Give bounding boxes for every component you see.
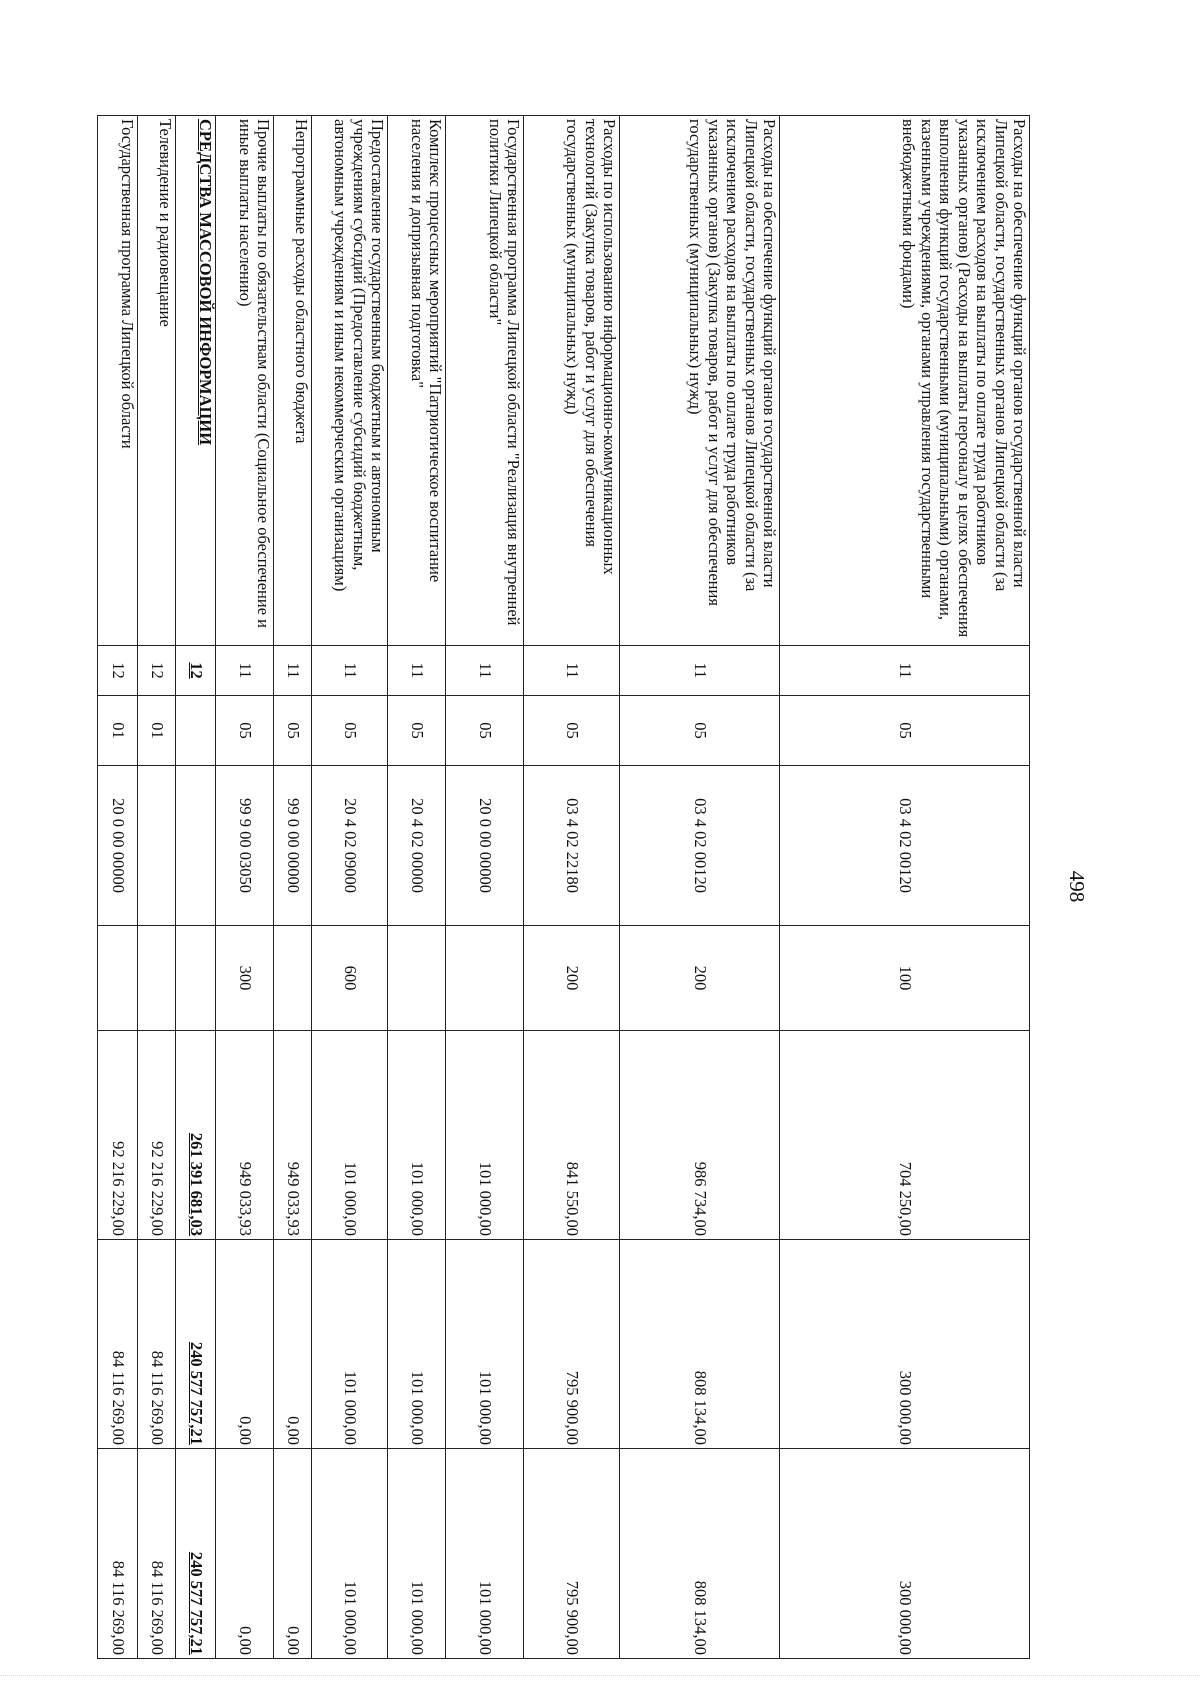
row-sum-year2: 84 116 269,00 xyxy=(138,1240,176,1449)
row-expense-type xyxy=(138,926,176,1031)
scan-edge xyxy=(0,1675,1200,1680)
row-sum-year3: 101 000,00 xyxy=(446,1449,524,1659)
row-section: 11 xyxy=(388,646,446,696)
table-row xyxy=(780,116,1030,1659)
row-sum-year2: 240 577 757,21 xyxy=(176,1240,216,1449)
row-name: Расходы по использованию информационно-коммуникационных технологий (Закупка товаров, работ и услуг для обеспечения государственных (муниципальных) нужд) xyxy=(524,116,620,646)
row-sum-year2: 0,00 xyxy=(216,1240,274,1449)
row-sum-year2: 101 000,00 xyxy=(446,1240,524,1449)
row-subsection: 01 xyxy=(138,696,176,766)
row-section: 11 xyxy=(216,646,274,696)
row-target-article: 20 0 00 00000 xyxy=(98,766,138,926)
row-sum-year3: 300 000,00 xyxy=(780,1449,1030,1659)
row-expense-type xyxy=(446,926,524,1031)
row-sum-year3: 808 134,00 xyxy=(620,1449,780,1659)
table-row xyxy=(274,116,312,1659)
row-sum-year1: 704 250,00 xyxy=(780,1031,1030,1240)
row-target-article: 20 0 00 00000 xyxy=(446,766,524,926)
table-row xyxy=(524,116,620,1659)
row-target-article xyxy=(176,766,216,926)
row-target-article: 03 4 02 22180 xyxy=(524,766,620,926)
row-expense-type xyxy=(98,926,138,1031)
row-section: 11 xyxy=(446,646,524,696)
row-expense-type: 100 xyxy=(780,926,1030,1031)
row-subsection: 05 xyxy=(446,696,524,766)
row-subsection: 05 xyxy=(388,696,446,766)
row-sum-year1: 949 033,93 xyxy=(274,1031,312,1240)
row-name: Государственная программа Липецкой области xyxy=(98,116,138,646)
row-sum-year3: 101 000,00 xyxy=(312,1449,388,1659)
row-sum-year3: 101 000,00 xyxy=(388,1449,446,1659)
row-subsection: 01 xyxy=(98,696,138,766)
row-section: 12 xyxy=(138,646,176,696)
row-expense-type: 300 xyxy=(216,926,274,1031)
row-sum-year2: 101 000,00 xyxy=(388,1240,446,1449)
table-row xyxy=(446,116,524,1659)
row-sum-year1: 986 734,00 xyxy=(620,1031,780,1240)
page-number: 498 xyxy=(1065,870,1089,903)
row-expense-type xyxy=(274,926,312,1031)
row-expense-type xyxy=(176,926,216,1031)
row-name: Комплекс процессных мероприятий "Патриотическое воспитание населения и допризывная подготовка" xyxy=(388,116,446,646)
row-name: Прочие выплаты по обязательствам области (Социальное обеспечение и иные выплаты населению) xyxy=(216,116,274,646)
row-subsection: 05 xyxy=(780,696,1030,766)
row-section: 11 xyxy=(780,646,1030,696)
row-subsection: 05 xyxy=(524,696,620,766)
row-name: Расходы на обеспечение функций органов государственной власти Липецкой области, государственных органов Липецкой области (за исключением расходов на выплаты по оплате труда работников указанных органов) (Закупка товаров, работ и услуг для обеспечения государственных (муниципальных) нужд) xyxy=(620,116,780,646)
row-sum-year1: 261 391 681,03 xyxy=(176,1031,216,1240)
row-name: Предоставление государственным бюджетным и автономным учреждениям субсидий (Предоставление субсидий бюджетным, автономным учреждениям и иным некоммерческим организациям) xyxy=(312,116,388,646)
row-subsection: 05 xyxy=(312,696,388,766)
row-expense-type: 600 xyxy=(312,926,388,1031)
table-row xyxy=(312,116,388,1659)
row-name: Непрограммные расходы областного бюджета xyxy=(274,116,312,646)
row-sum-year3: 0,00 xyxy=(274,1449,312,1659)
row-target-article xyxy=(138,766,176,926)
budget-table xyxy=(97,115,1030,1659)
row-sum-year1: 949 033,93 xyxy=(216,1031,274,1240)
row-sum-year2: 808 134,00 xyxy=(620,1240,780,1449)
rotated-page xyxy=(108,115,1089,1658)
row-sum-year3: 795 900,00 xyxy=(524,1449,620,1659)
row-name: Государственная программа Липецкой области "Реализация внутренней политики Липецкой области" xyxy=(446,116,524,646)
row-section: 11 xyxy=(312,646,388,696)
row-section: 11 xyxy=(524,646,620,696)
table-row xyxy=(98,116,138,1659)
row-sum-year3: 84 116 269,00 xyxy=(98,1449,138,1659)
row-name: Расходы на обеспечение функций органов государственной власти Липецкой области, государственных органов Липецкой области (за исключением расходов на выплаты по оплате труда работников указанных органов) (Расходы на выплаты персоналу в целях обеспечения выполнения функций государственными (муниципальными) органами, казенными учреждениями, органами управления государственными внебюджетными фондами) xyxy=(780,116,1030,646)
row-target-article: 20 4 02 09000 xyxy=(312,766,388,926)
row-section: 11 xyxy=(620,646,780,696)
row-expense-type xyxy=(388,926,446,1031)
row-section: 11 xyxy=(274,646,312,696)
table-row xyxy=(216,116,274,1659)
row-sum-year2: 84 116 269,00 xyxy=(98,1240,138,1449)
row-section: 12 xyxy=(98,646,138,696)
row-subsection: 05 xyxy=(620,696,780,766)
row-name: Телевидение и радиовещание xyxy=(138,116,176,646)
row-sum-year3: 240 577 757,21 xyxy=(176,1449,216,1659)
row-target-article: 99 0 00 00000 xyxy=(274,766,312,926)
row-subsection xyxy=(176,696,216,766)
row-subsection: 05 xyxy=(216,696,274,766)
row-target-article: 03 4 02 00120 xyxy=(620,766,780,926)
table-row xyxy=(388,116,446,1659)
row-name: СРЕДСТВА МАССОВОЙ ИНФОРМАЦИИ xyxy=(176,116,216,646)
row-sum-year3: 0,00 xyxy=(216,1449,274,1659)
table-row xyxy=(138,116,176,1659)
table-row xyxy=(620,116,780,1659)
row-sum-year1: 92 216 229,00 xyxy=(98,1031,138,1240)
row-sum-year3: 84 116 269,00 xyxy=(138,1449,176,1659)
row-sum-year2: 101 000,00 xyxy=(312,1240,388,1449)
row-target-article: 20 4 02 00000 xyxy=(388,766,446,926)
row-target-article: 99 9 00 03050 xyxy=(216,766,274,926)
row-sum-year1: 841 550,00 xyxy=(524,1031,620,1240)
table-row xyxy=(176,116,216,1659)
row-sum-year1: 101 000,00 xyxy=(312,1031,388,1240)
row-expense-type: 200 xyxy=(620,926,780,1031)
row-sum-year2: 0,00 xyxy=(274,1240,312,1449)
row-sum-year1: 92 216 229,00 xyxy=(138,1031,176,1240)
row-subsection: 05 xyxy=(274,696,312,766)
row-sum-year1: 101 000,00 xyxy=(388,1031,446,1240)
row-sum-year2: 300 000,00 xyxy=(780,1240,1030,1449)
table-body xyxy=(98,116,1030,1659)
row-sum-year1: 101 000,00 xyxy=(446,1031,524,1240)
row-sum-year2: 795 900,00 xyxy=(524,1240,620,1449)
row-target-article: 03 4 02 00120 xyxy=(780,766,1030,926)
row-section: 12 xyxy=(176,646,216,696)
row-expense-type: 200 xyxy=(524,926,620,1031)
